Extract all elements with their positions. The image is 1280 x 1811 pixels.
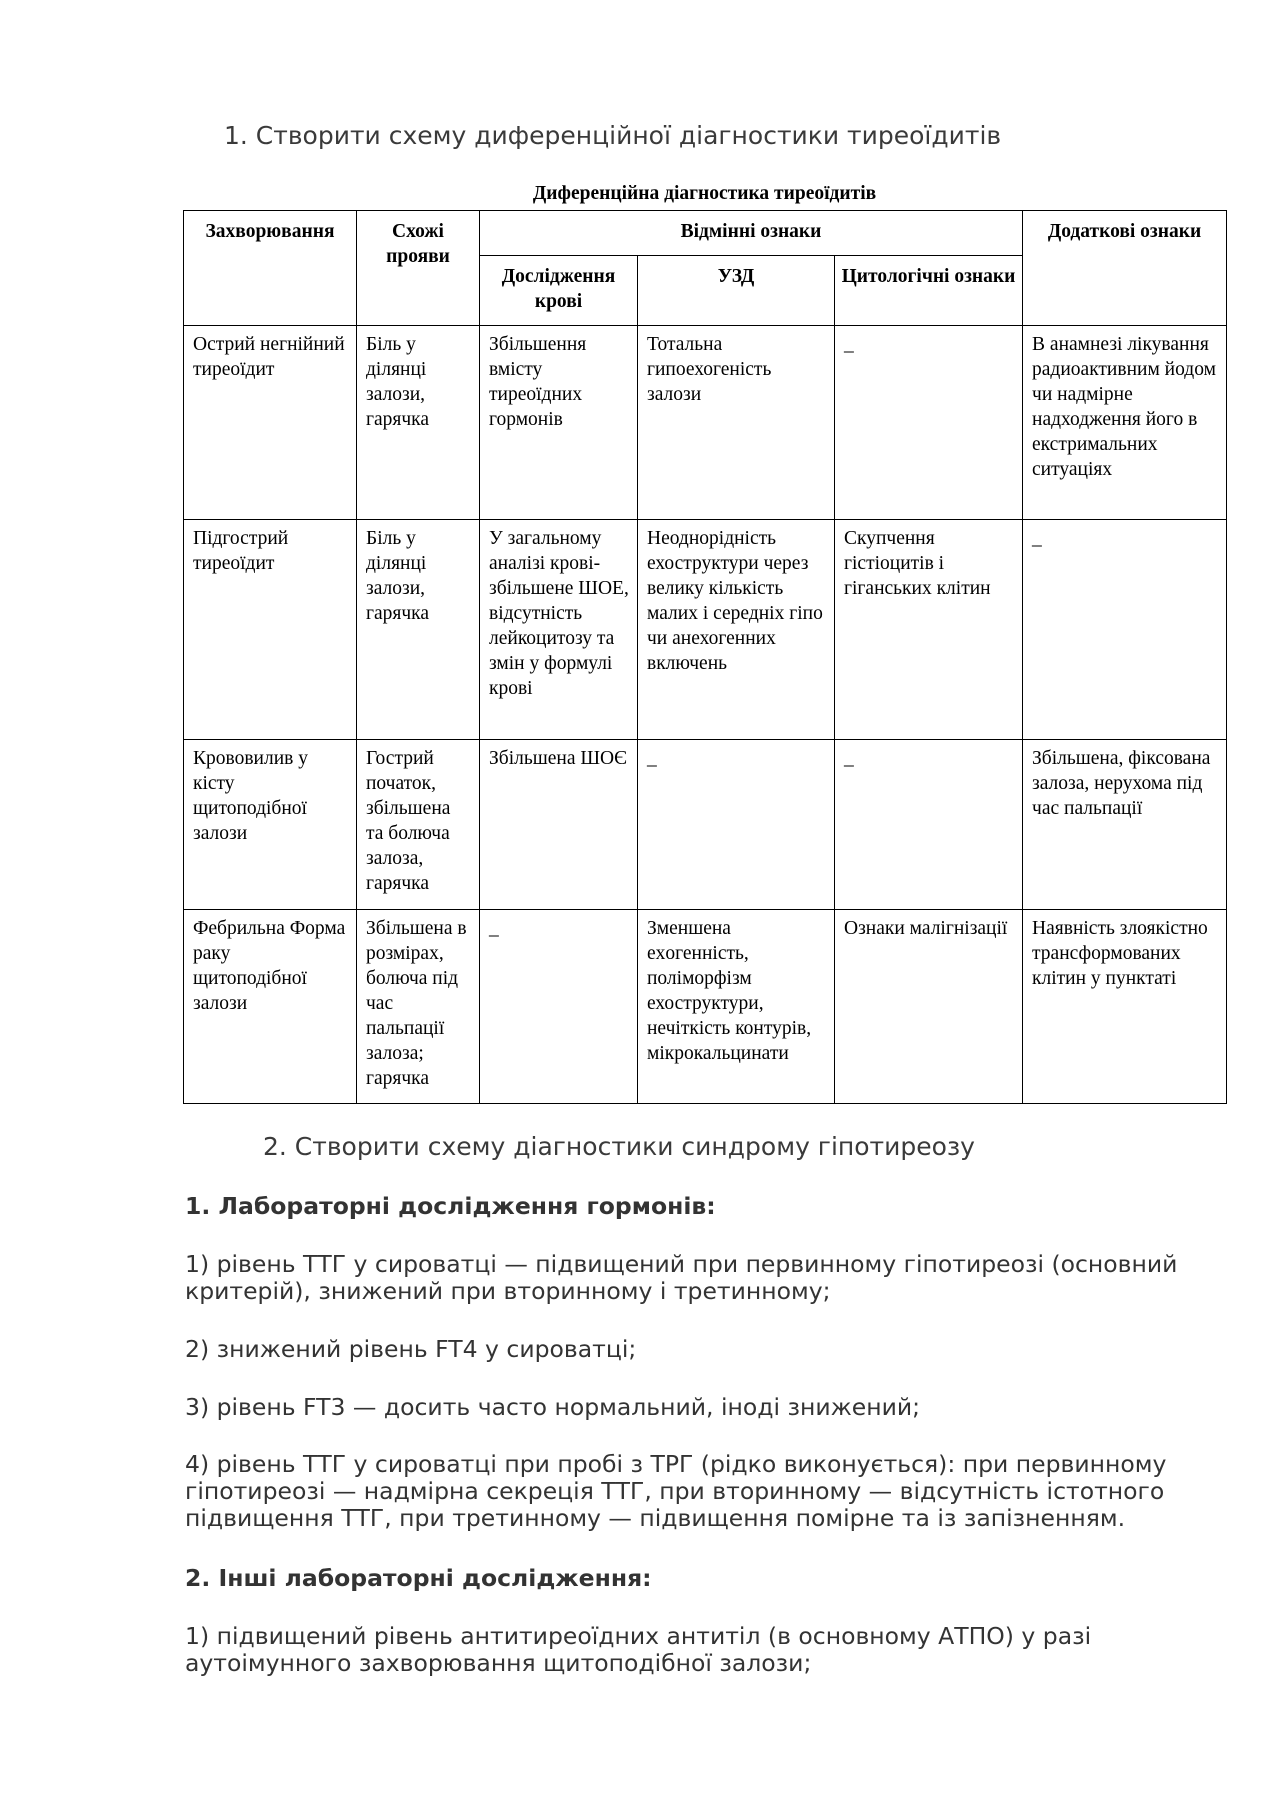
section-1-item: 1) рівень ТТГ у сироватці — підвищений при первинному гіпотиреозі (основний критерій), знижений при вторинному і третинному; xyxy=(185,1250,1178,1305)
cell-usd: _ xyxy=(638,740,835,910)
differential-diagnosis-table xyxy=(183,210,1227,1104)
cell-blood: Збільшена ШОЄ xyxy=(480,740,638,910)
cell-cyto: Скупчення гістіоцитів і гіганських клітин xyxy=(835,520,1023,740)
table-row xyxy=(184,326,1227,520)
header-similar: Схожі прояви xyxy=(357,211,480,326)
table-row xyxy=(184,910,1227,1104)
header-additional: Додаткові ознаки xyxy=(1023,211,1227,326)
section-1-item: 4) рівень ТТГ у сироватці при пробі з ТРГ (рідко виконується): при первинному гіпотиреозі — надмірна секреція ТТГ, при вторинному — відсутність істотного підвищення ТТГ, при третинному — підвищення помірне та із запізненням. xyxy=(185,1450,1167,1532)
cell-additional: Збільшена, фіксована залоза, нерухома під час пальпації xyxy=(1023,740,1227,910)
cell-usd: Тотальна гипоехогеність залози xyxy=(638,326,835,520)
header-cyto: Цитологічні ознаки xyxy=(835,256,1023,326)
table-header-row xyxy=(184,211,1227,256)
cell-additional: В анамнезі лікування радиоактивним йодом чи надмірне надходження його в екстримальних ситуаціях xyxy=(1023,326,1227,520)
header-blood: Дослідження крові xyxy=(480,256,638,326)
cell-usd: Неоднорідність ехоструктури через велику кількість малих і середніх гіпо чи анехогенних включень xyxy=(638,520,835,740)
table-row xyxy=(184,740,1227,910)
cell-disease: Фебрильна Форма раку щитоподібної залози xyxy=(184,910,357,1104)
table-row xyxy=(184,520,1227,740)
cell-similar: Біль у ділянці залози, гарячка xyxy=(357,326,480,520)
cell-disease: Підгострий тиреоїдит xyxy=(184,520,357,740)
header-disease: Захворювання xyxy=(184,211,357,326)
task-2-heading: 2. Створити схему діагностики синдрому гіпотиреозу xyxy=(263,1132,975,1161)
cell-cyto: _ xyxy=(835,326,1023,520)
cell-similar: Біль у ділянці залози, гарячка xyxy=(357,520,480,740)
task-1-heading: 1. Створити схему диференційної діагностики тиреоїдитів xyxy=(224,121,1002,150)
cell-similar: Збільшена в розмірах, болюча під час пальпації залоза; гарячка xyxy=(357,910,480,1104)
cell-cyto: _ xyxy=(835,740,1023,910)
cell-similar: Гострий початок, збільшена та болюча залоза, гарячка xyxy=(357,740,480,910)
header-distinct: Відмінні ознаки xyxy=(480,211,1023,256)
cell-additional: Наявність злоякістно трансформованих клітин у пунктаті xyxy=(1023,910,1227,1104)
section-1-title: 1. Лабораторні дослідження гормонів: xyxy=(185,1192,716,1220)
cell-additional: _ xyxy=(1023,520,1227,740)
section-1-item: 2) знижений рівень FT4 у сироватці; xyxy=(185,1335,637,1363)
section-2-item: 1) підвищений рівень антитиреоїдних антитіл (в основному АТПО) у разі аутоімунного захворювання щитоподібної залози; xyxy=(185,1622,1092,1677)
cell-blood: У загальному аналізі крові- збільшене ШОЕ, відсутність лейкоцитозу та змін у формулі крові xyxy=(480,520,638,740)
section-2-title: 2. Інші лабораторні дослідження: xyxy=(185,1564,652,1592)
cell-disease: Острий негнійний тиреоїдит xyxy=(184,326,357,520)
section-1-item: 3) рівень FT3 — досить часто нормальний, іноді знижений; xyxy=(185,1393,921,1421)
cell-blood: _ xyxy=(480,910,638,1104)
cell-cyto: Ознаки малігнізації xyxy=(835,910,1023,1104)
cell-blood: Збільшення вмісту тиреоїдних гормонів xyxy=(480,326,638,520)
cell-disease: Крововилив у кісту щитоподібної залози xyxy=(184,740,357,910)
table-caption: Диференційна діагностика тиреоїдитів xyxy=(532,183,877,204)
cell-usd: Зменшена exогенність, поліморфізм ехоструктури, нечіткість контурів, мікрокальцинати xyxy=(638,910,835,1104)
header-usd: УЗД xyxy=(638,256,835,326)
